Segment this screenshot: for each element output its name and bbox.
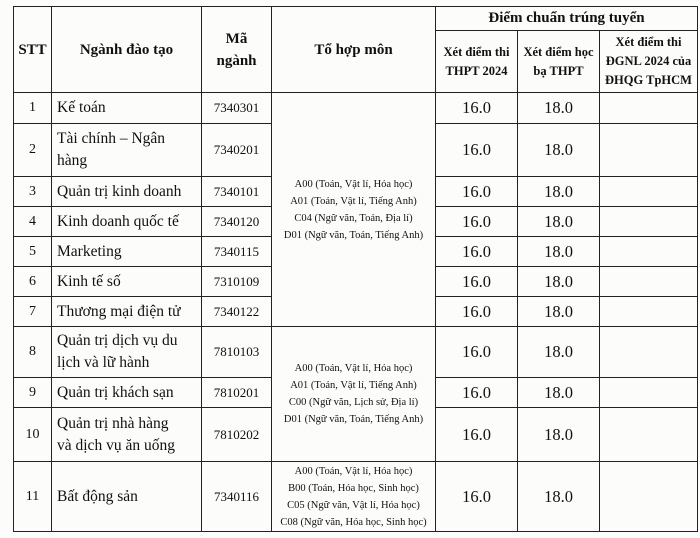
- cell-hocba-score: 18.0: [518, 207, 600, 237]
- combo-line: A01 (Toán, Vật lí, Tiếng Anh): [290, 195, 417, 207]
- cell-stt: 5: [14, 237, 52, 267]
- header-dgnl-line1: Xét điểm thi: [615, 35, 682, 49]
- header-dgnl-line3: ĐHQG TpHCM: [605, 73, 692, 87]
- cell-hocba-score: 18.0: [518, 267, 600, 297]
- program-line2: hàng: [57, 152, 88, 169]
- cell-code: 7340122: [202, 297, 272, 327]
- cell-hocba-score: 18.0: [518, 408, 600, 462]
- program-line1: Thương mại điện tử: [57, 302, 181, 320]
- cell-thpt-score: 16.0: [436, 408, 518, 462]
- header-hocba: [518, 31, 600, 93]
- cell-dgnl-score: [600, 124, 698, 177]
- cell-stt: 10: [14, 408, 52, 462]
- header-dgnl-line2: ĐGNL 2024 của: [605, 54, 692, 68]
- header-combo: Tổ hợp môn: [272, 7, 436, 93]
- cell-code: 7340101: [202, 177, 272, 207]
- cell-dgnl-score: [600, 207, 698, 237]
- cell-code: 7340115: [202, 237, 272, 267]
- cell-stt: 7: [14, 297, 52, 327]
- cell-thpt-score: 16.0: [436, 327, 518, 378]
- header-hocba-line1: Xét điểm học: [523, 44, 594, 59]
- cell-code: 7810202: [202, 408, 272, 462]
- cell-dgnl-score: [600, 177, 698, 207]
- header-thpt: [436, 31, 518, 93]
- cell-hocba-score: 18.0: [518, 327, 600, 378]
- combo-line: A00 (Toán, Vật lí, Hóa học): [294, 363, 413, 374]
- combo-line: A00 (Toán, Vật lí, Hóa học): [294, 465, 413, 477]
- cell-stt: 1: [14, 93, 52, 124]
- header-hocba-line2: bạ THPT: [533, 63, 584, 78]
- combo-line: D01 (Ngữ văn, Toán, Tiếng Anh): [283, 229, 424, 241]
- cell-combo-group2: [272, 327, 436, 462]
- cell-thpt-score: 16.0: [436, 267, 518, 297]
- cell-combo-group3: [272, 462, 436, 532]
- combo-line: D01 (Ngữ văn, Toán, Tiếng Anh): [283, 414, 424, 425]
- cell-program: [52, 327, 202, 378]
- cell-thpt-score: 16.0: [436, 462, 518, 532]
- program-line1: Marketing: [57, 242, 122, 260]
- cell-hocba-score: 18.0: [518, 378, 600, 408]
- program-line1: Quản trị khách sạn: [57, 383, 174, 401]
- cell-combo-group1: [272, 93, 436, 327]
- program-line1: Quản trị dịch vụ du: [57, 332, 178, 349]
- program-line1: Kinh tế số: [57, 272, 121, 290]
- cell-program: [52, 207, 202, 237]
- cell-program: [52, 462, 202, 532]
- cell-dgnl-score: [600, 378, 698, 408]
- cell-code: 7340201: [202, 124, 272, 177]
- cell-thpt-score: 16.0: [436, 297, 518, 327]
- cell-stt: 8: [14, 327, 52, 378]
- cell-code: 7810201: [202, 378, 272, 408]
- combo-line: B00 (Toán, Hóa học, Sinh học): [288, 482, 419, 494]
- program-line1: Quản trị nhà hàng: [57, 414, 169, 432]
- cell-stt: 2: [14, 124, 52, 177]
- combo-line: A00 (Toán, Vật lí, Hóa học): [294, 178, 413, 190]
- table-row: [14, 93, 698, 124]
- cell-dgnl-score: [600, 408, 698, 462]
- cell-stt: 11: [14, 462, 52, 532]
- cell-dgnl-score: [600, 327, 698, 378]
- header-code-line2: ngành: [216, 52, 257, 69]
- cell-program: [52, 177, 202, 207]
- cell-thpt-score: 16.0: [436, 237, 518, 267]
- cell-dgnl-score: [600, 297, 698, 327]
- cell-hocba-score: 18.0: [518, 177, 600, 207]
- cell-code: 7810103: [202, 327, 272, 378]
- program-line1: Kế toán: [57, 99, 106, 116]
- cell-thpt-score: 16.0: [436, 177, 518, 207]
- program-line2: lịch và lữ hành: [57, 354, 150, 371]
- header-thpt-line2: THPT 2024: [445, 63, 508, 78]
- cell-hocba-score: 18.0: [518, 124, 600, 177]
- header-program: Ngành đào tạo: [52, 7, 202, 93]
- program-line1: Bất động sản: [57, 487, 138, 505]
- header-row-1: [14, 7, 698, 31]
- header-stt: STT: [14, 7, 52, 93]
- header-code: [202, 7, 272, 93]
- cell-code: 7340120: [202, 207, 272, 237]
- cell-dgnl-score: [600, 462, 698, 532]
- cell-hocba-score: 18.0: [518, 237, 600, 267]
- cell-program: [52, 297, 202, 327]
- cell-stt: 4: [14, 207, 52, 237]
- combo-line: C08 (Ngữ văn, Hóa học, Sinh học): [280, 516, 427, 528]
- cell-stt: 3: [14, 177, 52, 207]
- cell-program: [52, 124, 202, 177]
- combo-line: C04 (Ngữ văn, Toán, Địa lí): [294, 212, 413, 224]
- combo-line: C05 (Ngữ văn, Vật lí, Hóa học): [287, 499, 420, 511]
- program-line2: và dịch vụ ăn uống: [57, 436, 175, 454]
- cell-program: [52, 237, 202, 267]
- header-thpt-line1: Xét điểm thi: [443, 44, 510, 59]
- cell-program: [52, 408, 202, 462]
- cell-stt: 6: [14, 267, 52, 297]
- program-line1: Kinh doanh quốc tế: [57, 212, 179, 230]
- cell-dgnl-score: [600, 93, 698, 124]
- cell-dgnl-score: [600, 237, 698, 267]
- cell-hocba-score: 18.0: [518, 462, 600, 532]
- header-score-group: Điểm chuẩn trúng tuyển: [436, 7, 698, 31]
- cell-code: 7340116: [202, 462, 272, 532]
- cell-code: 7310109: [202, 267, 272, 297]
- cell-thpt-score: 16.0: [436, 93, 518, 124]
- header-code-line1: Mã: [225, 30, 248, 47]
- cell-dgnl-score: [600, 267, 698, 297]
- table-row: [14, 462, 698, 532]
- cell-program: [52, 378, 202, 408]
- combo-line: A01 (Toán, Vật lí, Tiếng Anh): [290, 380, 417, 391]
- program-line1: Quản trị kinh doanh: [57, 182, 182, 200]
- cell-thpt-score: 16.0: [436, 124, 518, 177]
- cell-hocba-score: 18.0: [518, 297, 600, 327]
- combo-line: C00 (Ngữ văn, Lịch sử, Địa lí): [288, 397, 419, 408]
- cell-thpt-score: 16.0: [436, 207, 518, 237]
- admission-score-table: [13, 6, 698, 532]
- cell-code: 7340301: [202, 93, 272, 124]
- cell-program: [52, 267, 202, 297]
- cell-program: [52, 93, 202, 124]
- cell-hocba-score: 18.0: [518, 93, 600, 124]
- table-row: [14, 327, 698, 378]
- program-line1: Tài chính – Ngân: [57, 130, 166, 147]
- cell-stt: 9: [14, 378, 52, 408]
- cell-thpt-score: 16.0: [436, 378, 518, 408]
- header-dgnl: [600, 31, 698, 93]
